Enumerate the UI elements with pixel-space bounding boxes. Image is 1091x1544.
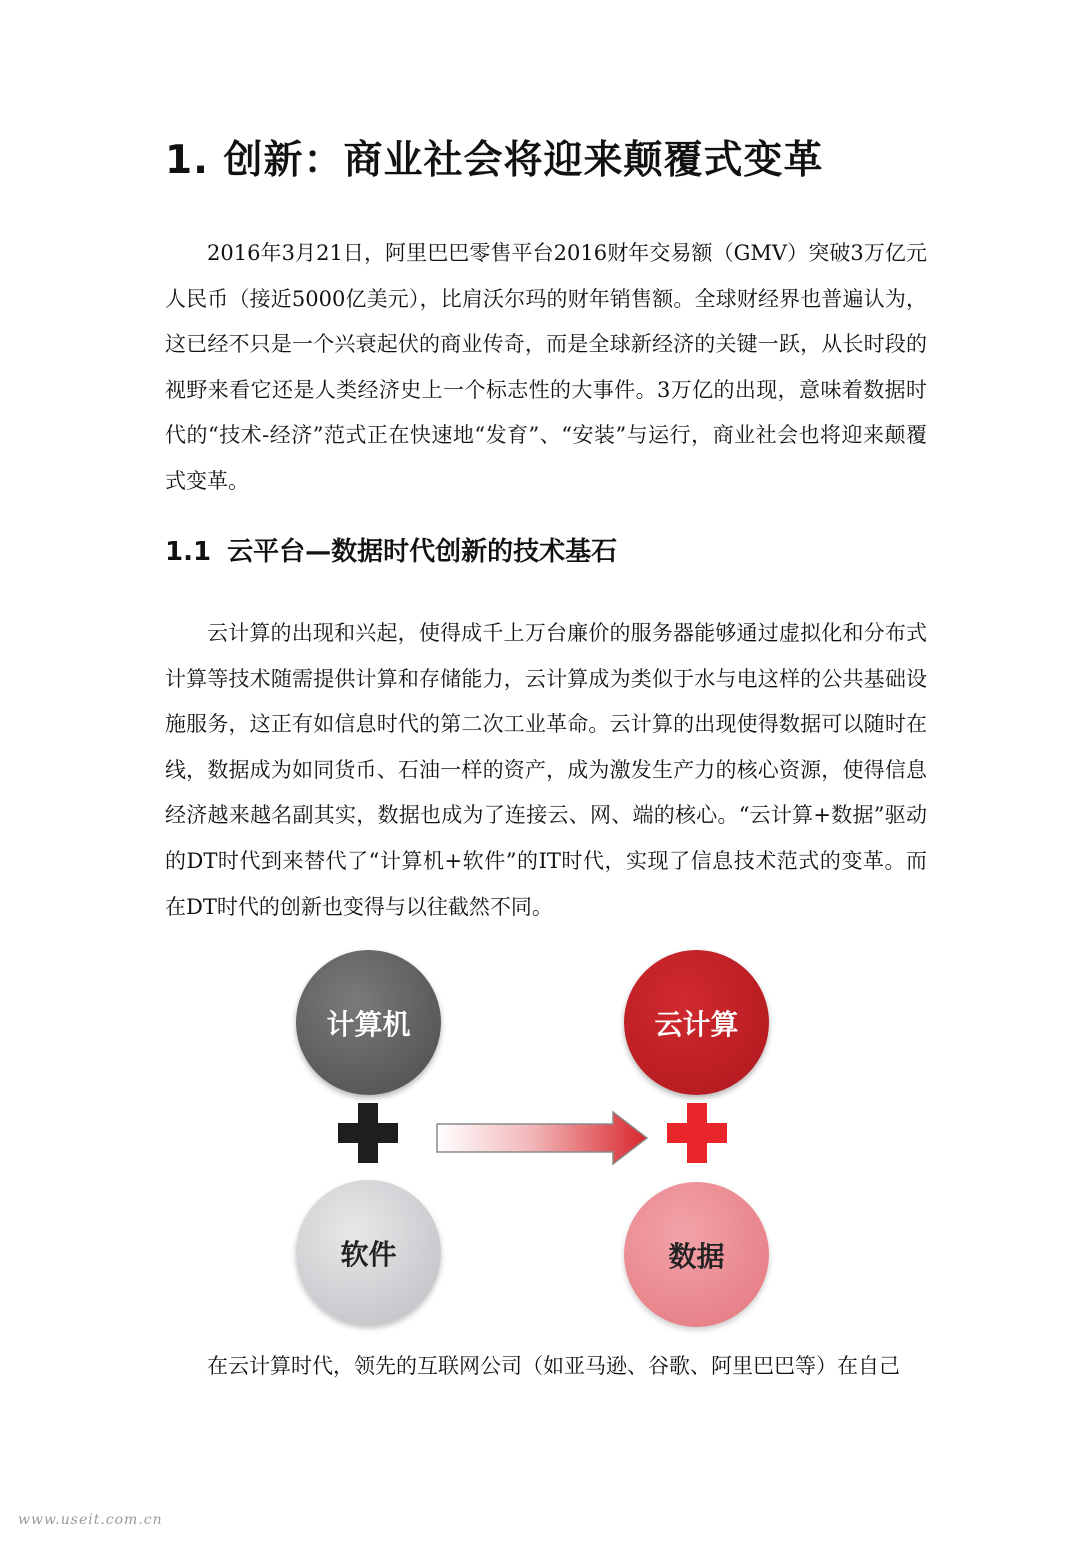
data-circle <box>624 1182 769 1327</box>
data-label: 数据 <box>668 1239 725 1273</box>
computer-label: 计算机 <box>326 1007 411 1041</box>
paragraph-cloud-computing: 云计算的出现和兴起，使得成千上万台廉价的服务器能够通过虚拟化和分布式计算等技术随需提供计算和存储能力，云计算成为类似于水与电这样的公共基础设施服务，这正有如信息时代的第二次工业革命。云计算的出现使得数据可以随时在线，数据成为如同货币、石油一样的资产，成为激发生产力的核心资源，使得信息经济越来越名副其实，数据也成为了连接云、网、端的核心。“云计算+数据”驱动的DT时代到来替代了“计算机+软件”的IT时代，实现了信息技术范式的变革。而在DT时代的创新也变得与以往截然不同。 <box>165 621 927 919</box>
software-circle <box>296 1180 441 1325</box>
it-to-dt-diagram <box>280 950 800 1325</box>
section-title: 云平台—数据时代创新的技术基石 <box>227 537 618 567</box>
cloud-computing-label: 云计算 <box>654 1007 739 1041</box>
watermark: www.useit.com.cn <box>18 1512 163 1528</box>
software-label: 软件 <box>340 1237 397 1271</box>
section-heading <box>165 532 617 572</box>
paragraph-cloud-era: 在云计算时代，领先的互联网公司（如亚马逊、谷歌、阿里巴巴等）在自己 <box>207 1354 900 1378</box>
section-number: 1.1 <box>165 537 212 567</box>
plus-red-icon <box>666 1102 728 1164</box>
chapter-title: 1. 创新：商业社会将迎来颠覆式变革 <box>165 138 824 183</box>
cloud-computing-circle <box>624 950 769 1095</box>
plus-dark-icon <box>337 1102 399 1164</box>
computer-circle <box>296 950 441 1095</box>
arrow-right-icon <box>435 1110 650 1166</box>
paragraph-gmv: 2016年3月21日，阿里巴巴零售平台2016财年交易额（GMV）突破3万亿元人民币（接近5000亿美元），比肩沃尔玛的财年销售额。全球财经界也普遍认为，这已经不只是一个兴衰起伏的商业传奇，而是全球新经济的关键一跃，从长时段的视野来看它还是人类经济史上一个标志性的大事件。3万亿的出现，意味着数据时代的“技术-经济”范式正在快速地“发育”、“安装”与运行，商业社会也将迎来颠覆式变革。 <box>165 241 927 493</box>
